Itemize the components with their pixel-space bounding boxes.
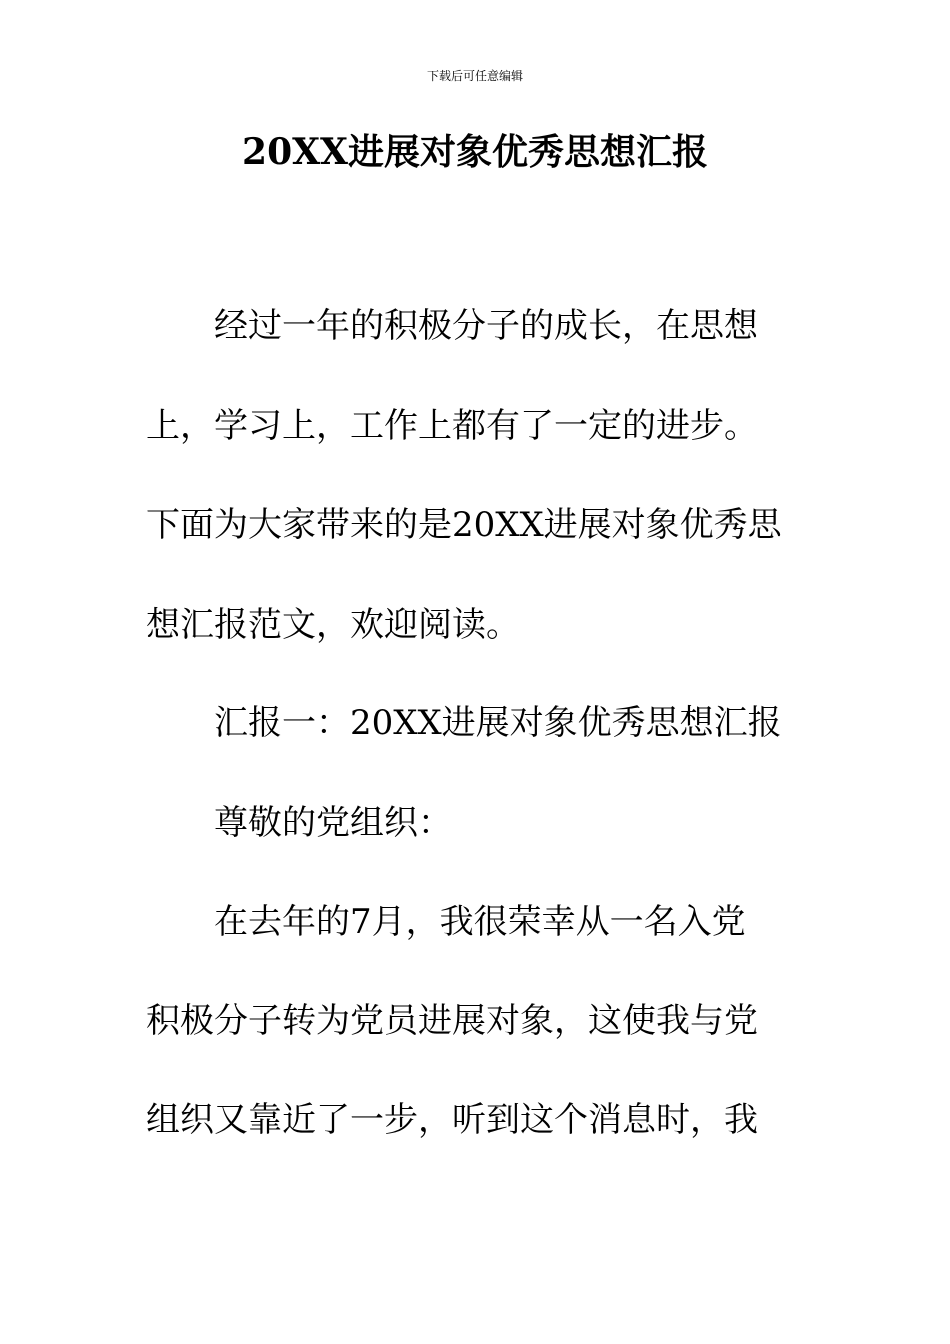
body-line: 尊敬的党组织： <box>214 803 452 843</box>
body-line: 积极分子转为党员进展对象，这使我与党 <box>146 1001 758 1041</box>
body-line: 下面为大家带来的是20XX进展对象优秀思 <box>146 505 782 545</box>
body-line: 在去年的7月，我很荣幸从一名入党 <box>214 902 746 942</box>
body-line: 经过一年的积极分子的成长，在思想 <box>214 306 758 346</box>
body-line: 汇报一：20XX进展对象优秀思想汇报 <box>214 703 782 743</box>
body-line: 组织又靠近了一步，听到这个消息时，我 <box>146 1100 758 1140</box>
body-line: 上，学习上，工作上都有了一定的进步。 <box>146 406 758 446</box>
body-line: 想汇报范文，欢迎阅读。 <box>146 605 520 645</box>
document-title: 20XX进展对象优秀思想汇报 <box>242 131 708 173</box>
header-note: 下载后可任意编辑 <box>426 69 523 83</box>
